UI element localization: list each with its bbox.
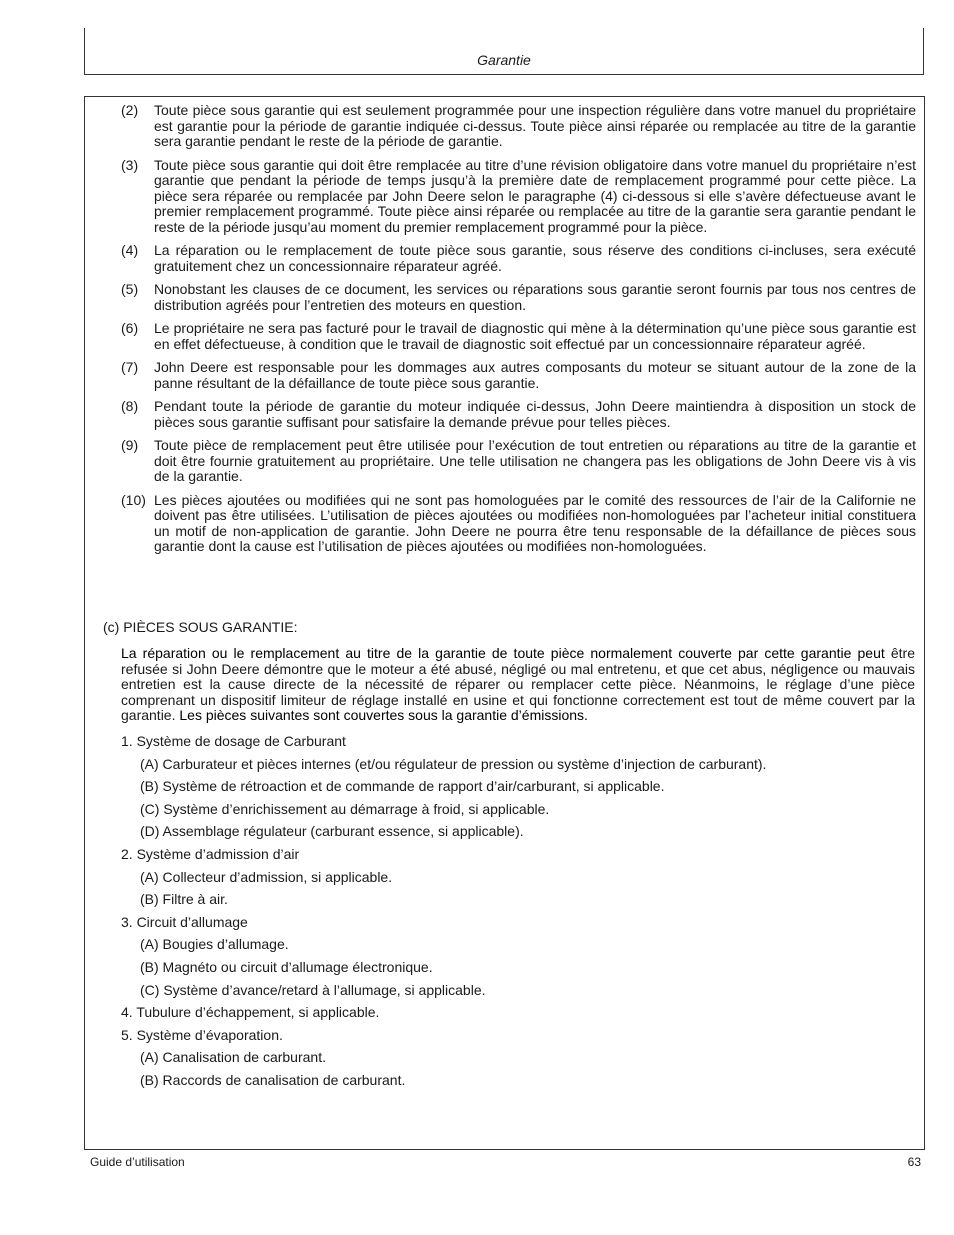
list-subitem: (B) Magnéto ou circuit d’allumage électronique.: [140, 958, 433, 975]
clause-number: (4): [121, 242, 139, 258]
list-subitem: (D) Assemblage régulateur (carburant essence, si applicable).: [140, 823, 524, 840]
list-subitem: (B) Filtre à air.: [140, 891, 228, 908]
list-subitem: (A) Bougies d’allumage.: [140, 936, 289, 953]
list-item: 1. Système de dosage de Carburant: [121, 733, 346, 749]
clause-item: [85, 243, 924, 274]
page-header-title: Garantie: [477, 52, 531, 68]
clause-text: Le propriétaire ne sera pas facturé pour le travail de diagnostic qui mène à la détermination qu’une pièce sous garantie est en effet défectueuse, à condition que le travail de diagnostic soit effectué par un concessionnaire réparateur agréé.: [154, 320, 916, 352]
list-subitem: (A) Collecteur d’admission, si applicable.: [140, 868, 393, 885]
list-subitem: (A) Carburateur et pièces internes (et/ou régulateur de pression ou système d’injection de carburant).: [140, 755, 767, 772]
clause-number: (2): [121, 102, 139, 118]
clause-text: Toute pièce sous garantie qui est seulement programmée pour une inspection régulière dans votre manuel du propriétaire est garantie pour la période de garantie indiquée ci-dessus. Toute pièce ainsi réparée ou remplacée au titre de la garantie sera garantie pendant le reste de la période de garantie.: [154, 102, 916, 149]
list-subitem: (A) Canalisation de carburant.: [140, 1049, 326, 1066]
list-subitem: (B) Système de rétroaction et de commande de rapport d’air/carburant, si applicable.: [140, 778, 665, 795]
page-number: 63: [907, 1155, 921, 1169]
section-heading: (c) PIÈCES SOUS GARANTIE:: [103, 619, 298, 635]
clause-number: (3): [121, 156, 139, 173]
clause-number: (8): [121, 398, 139, 414]
clause-item: [85, 158, 924, 236]
clause-number: (10): [121, 491, 146, 508]
warranty-clauses: [85, 103, 924, 563]
clause-number: (7): [121, 359, 139, 375]
clause-text: Pendant toute la période de garantie du moteur indiquée ci-dessus, John Deere maintiendra à disposition un stock de pièces sous garantie suffisant pour satisfaire la demande prévue pour telles pièces.: [154, 398, 916, 430]
clause-item: [85, 438, 924, 485]
clause-text: John Deere est responsable pour les dommages aux autres composants du moteur se situant autour de la zone de la panne résultant de la défaillance de toute pièce sous garantie.: [154, 359, 916, 391]
paragraph-closing: Les pièces suivantes sont couvertes sous la garantie d’émissions.: [179, 707, 588, 723]
list-item: 4. Tubulure d’échappement, si applicable.: [121, 1004, 380, 1021]
clause-item: [85, 360, 924, 391]
header-frame: [84, 28, 924, 75]
list-item: 2. Système d’admission d’air: [121, 845, 300, 862]
clause-number: (5): [121, 281, 139, 297]
clause-item: [85, 321, 924, 352]
paragraph-lead: La réparation ou le remplacement au titre de la garantie de toute pièce normalement couverte par cette garantie peut: [121, 645, 885, 661]
clause-text: Nonobstant les clauses de ce document, les services ou réparations sous garantie seront fournis par tous nos centres de distribution agréés pour l’entretien des moteurs en question.: [154, 281, 916, 313]
section-paragraph: [121, 646, 915, 724]
clause-text: Toute pièce de remplacement peut être utilisée pour l’exécution de tout entretien ou réparations au titre de la garantie et doit être fournie gratuitement au propriétaire. Une telle utilisation ne changera pas les obligations de John Deere vis à vis de la garantie.: [154, 437, 916, 484]
list-item: 5. Système d’évaporation.: [121, 1026, 283, 1043]
content-frame: [84, 96, 925, 1150]
list-subitem: (C) Système d’enrichissement au démarrage à froid, si applicable.: [140, 800, 550, 817]
clause-text: La réparation ou le remplacement de toute pièce sous garantie, sous réserve des conditions ci-incluses, sera exécuté gratuitement chez un concessionnaire réparateur agréé.: [154, 242, 916, 274]
clause-item: [85, 282, 924, 313]
clause-text: Toute pièce sous garantie qui doit être remplacée au titre d’une révision obligatoire dans votre manuel du propriétaire n’est garantie que pendant la période de temps jusqu’à la première date de remplacement programmé pour cette pièce. La pièce sera réparée ou remplacée par John Deere selon le paragraphe (4) ci-dessous si elle s’avère défectueuse avant le premier remplacement programmé. Toute pièce ainsi réparée ou remplacée au titre de la garantie sera garantie pendant le reste de la période jusqu’au moment du premier remplacement programmé pour la pièce.: [154, 156, 916, 235]
clause-number: (9): [121, 437, 139, 453]
list-subitem: (B) Raccords de canalisation de carburant.: [140, 1071, 406, 1088]
list-item: 3. Circuit d’allumage: [121, 913, 248, 930]
list-subitem: (C) Système d’avance/retard à l’allumage, si applicable.: [140, 981, 486, 998]
clause-item: [85, 493, 924, 555]
paragraph-body: être refusée si John Deere démontre que le moteur a été abusé, négligé ou mal entretenu, et que cet abus, négligence ou mauvais entretien est la cause directe de la nécessité de réparer ou remplacer cette pièce. Néanmoins, le réglage d’une pièce comprenant un dispositif limiteur de réglage installé en usine et qui fonctionne correctement est tout de même couvert par la garantie.: [121, 645, 916, 723]
clause-item: [85, 399, 924, 430]
clause-text: Les pièces ajoutées ou modifiées qui ne sont pas homologuées par le comité des ressources de l’air de la Californie ne doivent pas être utilisées. L’utilisation de pièces ajoutées ou modifiées non-homologuées par l’acheteur initial constituera un motif de non-application de garantie. John Deere ne pourra être tenu responsable de la défaillance de pièces sous garantie dont la cause est l’utilisation de pièces ajoutées ou modifiées non-homologuées.: [154, 491, 916, 554]
footer-guide-name: Guide d’utilisation: [90, 1155, 185, 1169]
clause-number: (6): [121, 320, 139, 336]
covered-parts-list: [121, 732, 911, 1094]
clause-item: [85, 103, 924, 150]
